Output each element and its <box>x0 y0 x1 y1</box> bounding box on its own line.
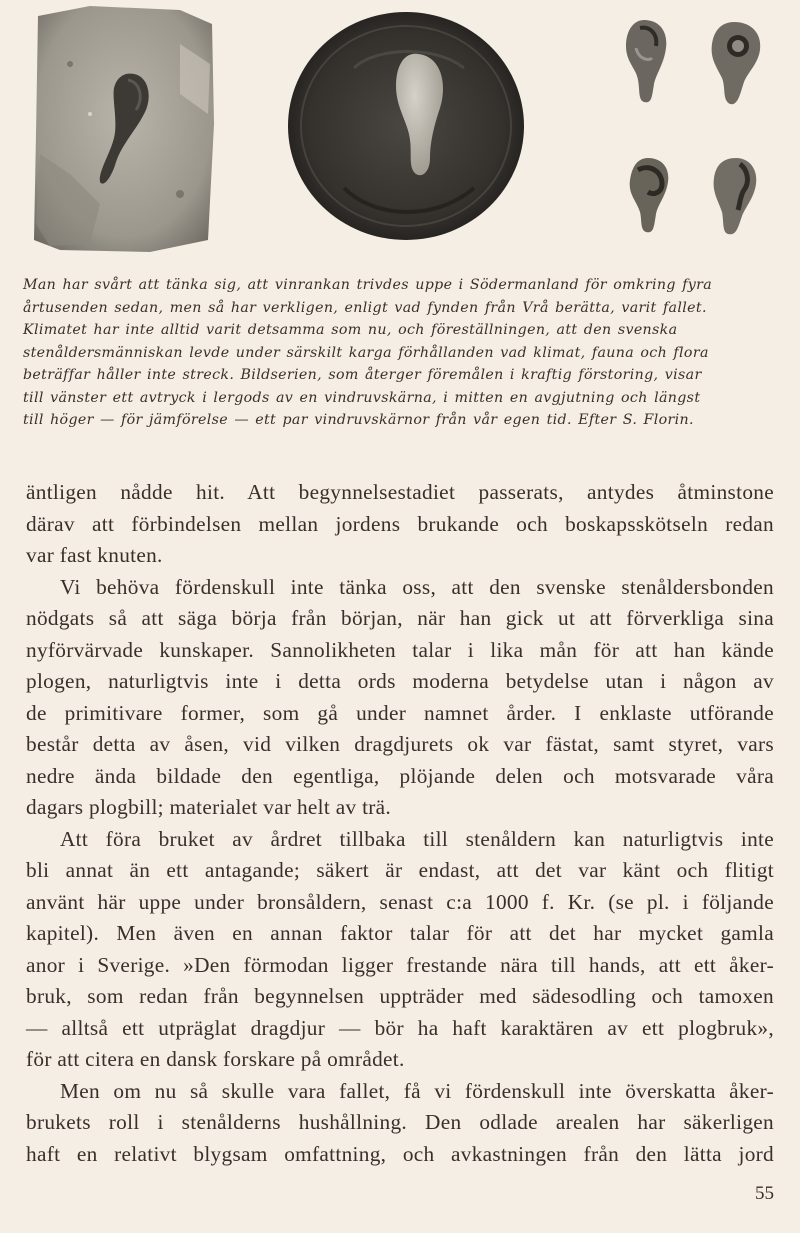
figure-caption <box>23 274 777 432</box>
paragraph-3 <box>26 824 774 1076</box>
paragraph-2 <box>26 572 774 824</box>
text-line: brukets roll i stenålderns hushållning. Den odlade arealen har säkerligen <box>26 1110 774 1134</box>
caption-line: Man har svårt att tänka sig, att vinrankan trivdes uppe i Södermanland för omkring fyra <box>23 277 713 293</box>
text-line: nyförvärvade kunskaper. Sannolikheten talar i lika mån för att han kände <box>26 637 774 662</box>
paragraph-1 <box>26 477 774 572</box>
text-line: Men om nu så skulle vara fallet, få vi fördenskull inte överskatta åker- <box>60 1078 774 1103</box>
text-line: anor i Sverige. »Den förmodan ligger frestande nära till hands, att ett åker- <box>26 952 774 977</box>
caption-line: stenåldersmänniskan levde under särskilt karga förhållanden vad klimat, fauna och flora <box>23 344 709 361</box>
grape-seed-photo-2 <box>708 20 764 108</box>
text-line: Att föra bruket av årdret tillbaka till stenåldern kan naturligtvis inte <box>60 826 774 851</box>
text-line: använt här uppe under bronsåldern, senast c:a 1000 f. Kr. (se pl. i följande <box>26 889 774 914</box>
text-line: — alltså ett utpräglat dragdjur — bör ha haft karaktären av ett plogbruk», <box>26 1015 774 1040</box>
grape-seed-photo-4 <box>710 156 760 238</box>
text-line: haft en relativt blygsam omfattning, och avkastningen från den lätta jord <box>26 1141 774 1166</box>
body-text <box>26 477 774 1170</box>
text-line: var fast knuten. <box>26 543 163 567</box>
page-number: 55 <box>755 1183 774 1204</box>
caption-line: till höger — för jämförelse — ett par vindruvskärnor från vår egen tid. Efter S. Florin. <box>23 412 694 428</box>
text-line: plogen, naturligtvis inte i detta ords moderna betydelse utan i någon av <box>26 669 774 693</box>
text-line: bruk, som redan från begynnelsen uppträder med sädesodling och tamoxen <box>26 984 774 1008</box>
text-line: Vi behöva fördenskull inte tänka oss, att den svenske stenåldersbonden <box>60 574 774 599</box>
grape-seed-photo-1 <box>622 18 670 106</box>
text-line: för att citera en dansk forskare på området. <box>26 1047 405 1071</box>
pottery-shard-photo <box>30 4 216 254</box>
figure-row <box>0 0 800 262</box>
paragraph-4 <box>26 1076 774 1171</box>
text-line: nedre ända bildade den egentliga, plöjande delen och motsvarade våra <box>26 763 774 788</box>
grape-seed-photo-3 <box>626 156 672 236</box>
text-line: de primitivare former, som gå under namnet årder. I enklaste utförande <box>26 700 774 725</box>
text-line: dagars plogbill; materialet var helt av trä. <box>26 795 392 819</box>
caption-line: till vänster ett avtryck i lergods av en vindruvskärna, i mitten en avgjutning och längst <box>23 389 701 406</box>
caption-line: beträffar håller inte streck. Bildserien, som återger föremålen i kraftig förstoring, visar <box>23 367 702 383</box>
text-line: består detta av åsen, vid vilken dragdjurets ok var fästat, samt styret, vars <box>26 732 774 756</box>
clay-cast-photo <box>284 8 529 248</box>
text-line: därav att förbindelsen mellan jordens brukande och boskapsskötseln redan <box>26 511 774 536</box>
text-line: nödgats så att säga börja från början, när han gick ut att förverkliga sina <box>26 606 774 630</box>
text-line: kapitel). Men även en annan faktor talar för att det har mycket gamla <box>26 921 774 945</box>
caption-line: årtusenden sedan, men så har verkligen, enligt vad fynden från Vrå berätta, varit fallet. <box>23 299 707 316</box>
text-line: bli annat än ett antagande; säkert är endast, att det var känt och flitigt <box>26 858 774 882</box>
caption-line: Klimatet har inte alltid varit detsamma som nu, och föreställningen, att den svenska <box>23 322 678 338</box>
text-line: äntligen nådde hit. Att begynnelsestadiet passerats, antydes åtminstone <box>26 480 774 504</box>
